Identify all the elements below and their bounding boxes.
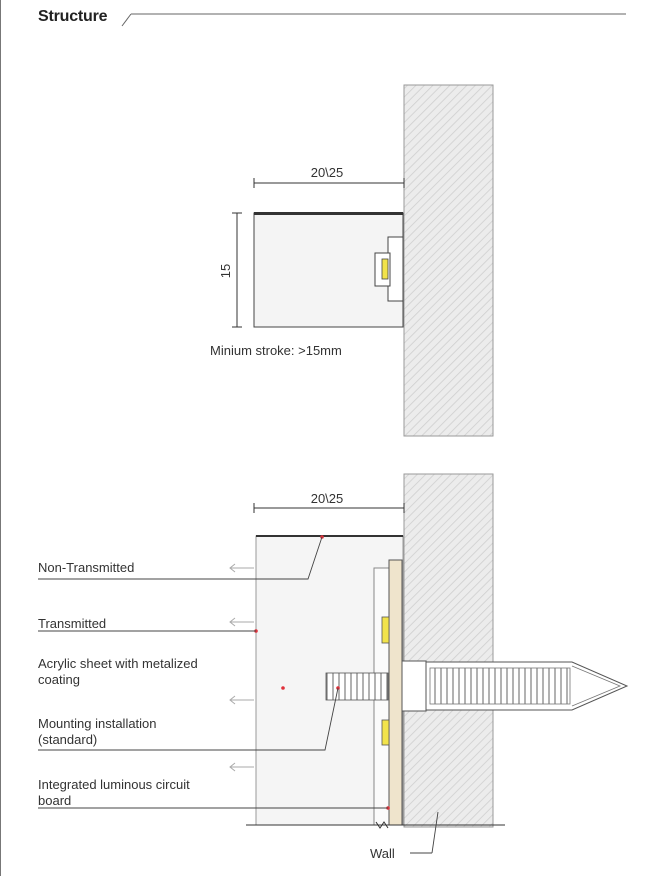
wall-top	[404, 85, 493, 436]
dim-width-bottom-label: 20\25	[310, 491, 344, 506]
led-chip-2	[382, 720, 389, 745]
label-circuit-1: Integrated luminous circuit	[38, 777, 190, 792]
label-mounting-1: Mounting installation	[38, 716, 157, 731]
marker-acrylic	[281, 686, 285, 690]
top-caption: Minium stroke: >15mm	[210, 343, 342, 358]
anchor-head	[402, 661, 426, 711]
label-acrylic-2: coating	[38, 672, 80, 687]
anchor-thread	[430, 668, 570, 704]
label-circuit-2: board	[38, 793, 72, 808]
label-non-transmitted: Non-Transmitted	[38, 560, 135, 575]
label-transmitted: Transmitted	[38, 616, 107, 631]
page-title: Structure	[38, 8, 108, 25]
led-chip-top	[382, 259, 388, 279]
header-rule-slant	[122, 14, 131, 26]
label-wall: Wall	[370, 846, 395, 861]
wall-bottom	[404, 474, 493, 827]
label-acrylic-1: Acrylic sheet with metalized	[38, 656, 198, 671]
led-chip-1	[382, 617, 389, 643]
profile-top-topedge	[254, 212, 403, 215]
screw-small	[326, 673, 388, 700]
label-mounting-2: (standard)	[38, 732, 98, 747]
dim-height-top-label: 15	[218, 263, 233, 279]
dim-width-top-label: 20\25	[310, 165, 344, 180]
light-arrows	[230, 564, 254, 771]
circuit-board	[389, 560, 402, 825]
